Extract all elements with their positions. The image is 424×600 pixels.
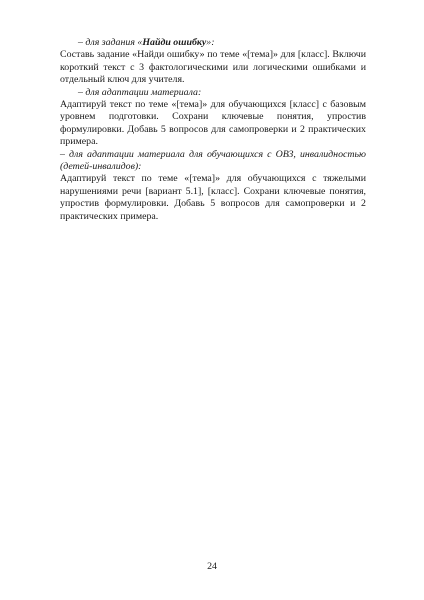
heading-suffix: »: <box>206 37 215 48</box>
page-number: 24 <box>207 561 217 572</box>
page-content <box>60 37 366 223</box>
section-text-find-error: Составь задание «Найди ошибку» по теме «[тема]» для [класс]. Включи короткий текст с 3 фактологическими или логическими ошибками и отдельный ключ для учителя. <box>60 49 366 86</box>
section-text-adaptation-ovz: Адаптируй текст по теме «[тема]» для обучающихся с тяжелыми нарушениями речи [вариант 5.1], [класс]. Сохрани ключевые понятия, упростив формулировки. Добавь 5 вопросов для самопроверки и 2 практических примера. <box>60 173 366 222</box>
heading-prefix: – для задания « <box>78 37 143 48</box>
section-heading-adaptation-ovz: – для адаптации материала для обучающихся с ОВЗ, инвалидностью (детей-инвалидов): <box>60 148 366 173</box>
section-heading-find-error <box>60 37 366 49</box>
section-heading-adaptation: – для адаптации материала: <box>78 86 202 98</box>
section-text-adaptation: Адаптируй текст по теме «[тема]» для обучающихся [класс] с базовым уровнем подготовки. Сохрани ключевые понятия, упростив формулировки. Добавь 5 вопросов для самопроверки и 2 практических примера. <box>60 99 366 148</box>
heading-bold-title: Найди ошибку <box>142 37 207 48</box>
